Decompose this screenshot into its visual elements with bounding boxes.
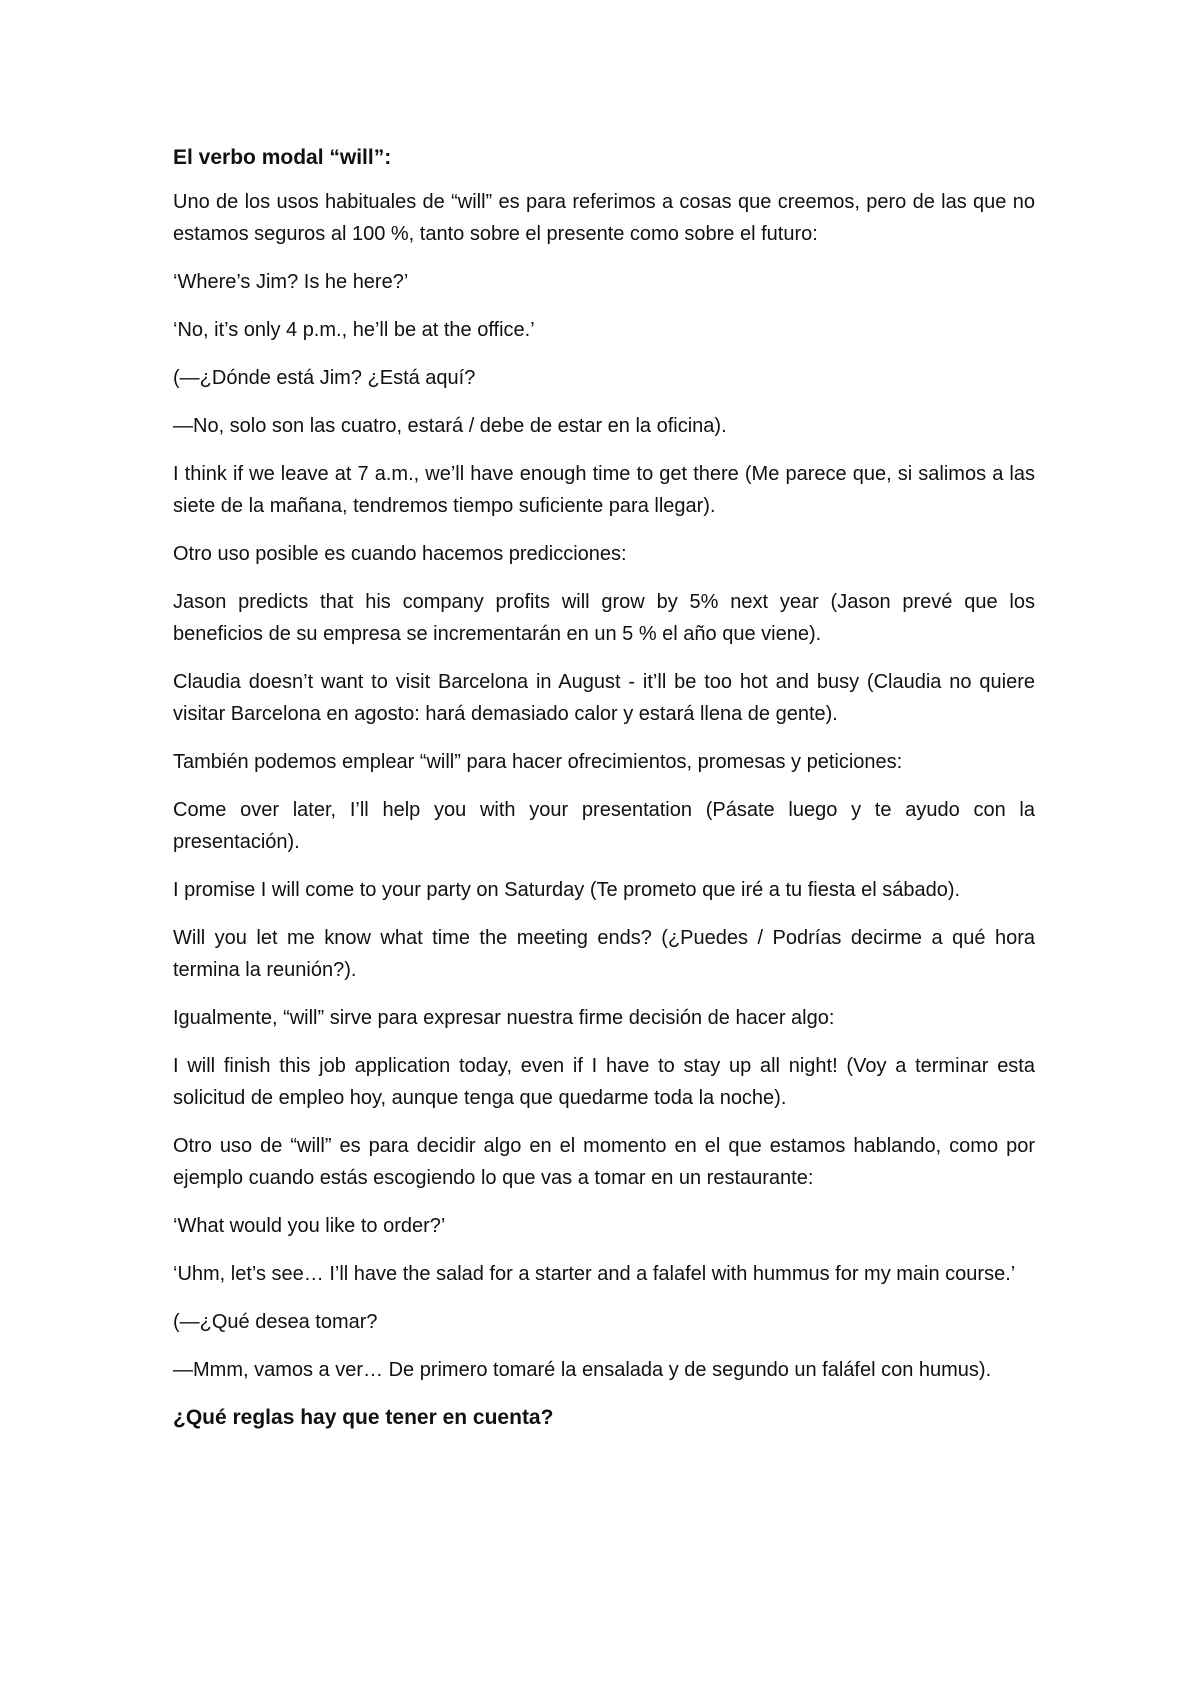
paragraph: Otro uso de “will” es para decidir algo en el momento en el que estamos hablando, como por ejemplo cuando estás escogiendo lo que vas a tomar en un restaurante: xyxy=(173,1135,1035,1189)
paragraph: ‘No, it’s only 4 p.m., he’ll be at the office.’ xyxy=(173,319,535,341)
paragraph: (—¿Dónde está Jim? ¿Está aquí? xyxy=(173,367,476,389)
document-page xyxy=(173,142,1035,1446)
paragraph: Come over later, I’ll help you with your presentation (Pásate luego y te ayudo con la presentación). xyxy=(173,799,1035,853)
paragraph: Uno de los usos habituales de “will” es para referimos a cosas que creemos, pero de las que no estamos seguros al 100 %, tanto sobre el presente como sobre el futuro: xyxy=(173,191,1035,245)
paragraph: ‘What would you like to order?’ xyxy=(173,1215,446,1237)
paragraph: I will finish this job application today, even if I have to stay up all night! (Voy a terminar esta solicitud de empleo hoy, aunque tenga que quedarme toda la noche). xyxy=(173,1055,1035,1109)
paragraph: ‘Where’s Jim? Is he here?’ xyxy=(173,271,409,293)
paragraph: Claudia doesn’t want to visit Barcelona in August - it’ll be too hot and busy (Claudia no quiere visitar Barcelona en agosto: hará demasiado calor y estará llena de gente). xyxy=(173,671,1035,725)
paragraph: Jason predicts that his company profits will grow by 5% next year (Jason prevé que los beneficios de su empresa se incrementarán en un 5 % el año que viene). xyxy=(173,591,1035,645)
paragraph: Otro uso posible es cuando hacemos predicciones: xyxy=(173,543,627,565)
section-subheading: ¿Qué reglas hay que tener en cuenta? xyxy=(173,1406,554,1429)
paragraph: I promise I will come to your party on Saturday (Te prometo que iré a tu fiesta el sábado). xyxy=(173,879,961,901)
paragraph: Will you let me know what time the meeting ends? (¿Puedes / Podrías decirme a qué hora termina la reunión?). xyxy=(173,927,1035,981)
paragraph: También podemos emplear “will” para hacer ofrecimientos, promesas y peticiones: xyxy=(173,751,903,773)
paragraph: I think if we leave at 7 a.m., we’ll have enough time to get there (Me parece que, si salimos a las siete de la mañana, tendremos tiempo suficiente para llegar). xyxy=(173,463,1035,517)
paragraph: (—¿Qué desea tomar? xyxy=(173,1311,378,1333)
paragraph: —Mmm, vamos a ver… De primero tomaré la ensalada y de segundo un faláfel con humus). xyxy=(173,1359,992,1381)
paragraph: —No, solo son las cuatro, estará / debe de estar en la oficina). xyxy=(173,415,727,437)
document-title: El verbo modal “will”: xyxy=(173,146,392,169)
paragraph: ‘Uhm, let’s see… I’ll have the salad for a starter and a falafel with hummus for my main course.’ xyxy=(173,1263,1016,1285)
paragraph: Igualmente, “will” sirve para expresar nuestra firme decisión de hacer algo: xyxy=(173,1007,835,1029)
